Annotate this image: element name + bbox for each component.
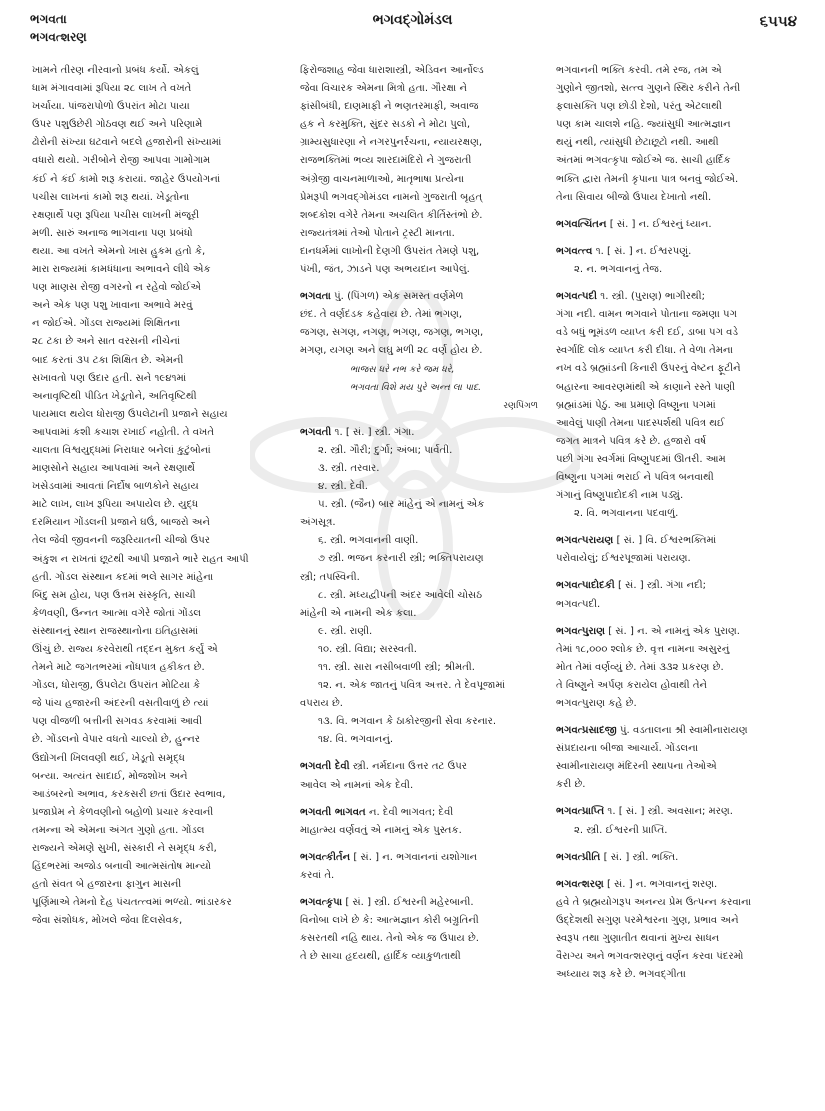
text-line: હક ને કરમુક્તિ, સુંદર સડકો ને મોટા પુલો, xyxy=(300,119,471,131)
dictionary-entry xyxy=(556,840,796,867)
entry-definition-line: સ્વર્ગાદિ લોક વ્યાપ્ત કરી દીધા. તે વેળા તેમના xyxy=(556,345,733,357)
entry-definition-line: બહારના આવરણમાંથી એ કાણાને રસ્તે પાણી xyxy=(556,381,736,393)
entry-definition-line: અધ્યાય શરૂ કરે છે. ભગવદ્ગીતા xyxy=(556,969,686,981)
entry-definition-line: માહાત્મ્ય વર્ણવતું એ નામનું એક પુસ્તક. xyxy=(300,824,462,836)
text-line: પૂર્ણિમાએ તેમનો દેહ પંચતત્ત્વમાં ભળ્યો. ભાંડારકર xyxy=(32,897,232,909)
entry-first-line xyxy=(300,758,538,776)
text-line: પ્રેમરૂપી ભગવદ્ગોમંડલ નામનો ગુજરાતી બૃહત્ xyxy=(300,191,483,203)
text-line: કંઈ ને કંઈ કામો શરૂ કરાયાં. જાહેર ઉપયોગનાં xyxy=(32,173,221,185)
sense-item: ૨. સ્ત્રી. ગૌરી; દુર્ગા; અંબા; પાર્વતી. xyxy=(318,444,453,456)
sense-item: ૪. સ્ત્રી. દેવી. xyxy=(318,481,368,493)
text-line: અંકુશ ન રાખતાં છૂટથી આપી પ્રજાને ભારે રાહત આપી xyxy=(32,553,249,565)
entry-definition-line: ગંગા નદી. વામન ભગવાને પોતાના જમણા પગ xyxy=(556,309,737,321)
entry-definition: [ સં. ] સ્ત્રી. ગંગા નદી; xyxy=(618,580,707,592)
entry-definition-line: જગત માત્રને પવિત્ર કરે છે. હજારો વર્ષ xyxy=(556,435,707,447)
text-line: પણ માણસ રોજી વગરનો ન રહેવો જોઈએ xyxy=(32,282,202,294)
text-line: સંસ્થાનનું સ્થાન રાજસ્થાનોના ઇતિહાસમાં xyxy=(32,625,199,637)
entry-first-line xyxy=(300,804,538,822)
entry-definition-line: ઉદ્દેશથી સગુણ પરમેશ્વરના ગુણ, પ્રભાવ અને xyxy=(556,914,739,926)
text-line: હતો સંવત બે હજારના ફાગુન માસની xyxy=(32,879,182,891)
entry-headword: ભગવતી દેવી xyxy=(300,761,350,773)
sense-item: ૧૨. ન. એક જાતનું પવિત્ર અત્તર. તે દેવપૂજામાં xyxy=(318,680,506,692)
entry-definition: પું. વડતાલના શ્રી સ્વામીનારાયણ xyxy=(619,725,748,737)
entry-headword: ભગવત્શરણ xyxy=(556,878,604,890)
text-line: ધામ મંગાવવામાં રૂપિયા ૨૮ લાખ તે વખતે xyxy=(32,83,192,95)
entry-headword: ભગવત્પ્રીતિ xyxy=(556,851,601,863)
text-line: ઢોરોની સંખ્યા ઘટવાને બદલે હજારોની સંખ્યામાં xyxy=(32,137,222,149)
text-line: ભગવાનની ભક્તિ કરવી. તમે રજ, તમ એ xyxy=(556,65,722,76)
entry-first-line xyxy=(556,722,796,740)
entry-definition-line: આવેલ એ નામનાં એક દેવી. xyxy=(300,779,414,791)
text-line: જેવા વિચારક એમના મિત્રો હતા. ગૌરક્ષા ને xyxy=(300,83,467,95)
text-line: રક્ષણાર્થે પણ રૂપિયા પચીસ લાખની મંજૂરી xyxy=(32,209,200,221)
entry-definition-line: ગંગાનું વિષ્ણુપાદોદકી નામ પડ્યું. xyxy=(556,490,684,502)
dictionary-entry xyxy=(300,749,538,794)
sense-continuation: અંગસૂત્ર. xyxy=(300,517,336,529)
text-line: ફલાસક્તિ પણ છોડી દેશો, પરંતુ એટલાથી xyxy=(556,101,722,113)
guide-word-first: ભગવતા xyxy=(30,12,67,26)
text-line: દરમિયાન ગોંડલની પ્રજાને ઘઉં, બાજરો અને xyxy=(32,517,211,529)
entry-first-line xyxy=(556,216,796,234)
column-1-text xyxy=(32,62,282,931)
entry-definition-line: તેમાં ૧૮,૦૦૦ શ્લોક છે. વૃત્ત નામના અસુરનું xyxy=(556,643,730,655)
entry-definition: [ સં. ] ન. ભગવાનનાં યશોગાન xyxy=(353,851,478,863)
text-line: પ્રજાપ્રેમ ને કેળવણીનો બહોળો પ્રચાર કરવાની xyxy=(32,806,214,818)
entry-first-line xyxy=(556,803,796,821)
entry-headword: ભગવત્પાદોદકી xyxy=(556,580,615,592)
quote-source: રણપિંગળ xyxy=(503,399,538,411)
text-line: અંગ્રેજી વાચનમાળાઓ, માતૃભાષા પ્રત્યેના xyxy=(300,173,464,185)
dictionary-entry xyxy=(556,523,796,568)
entry-definition-line: વડે બધું ભૂમંડળ વ્યાપ્ત કરી દઈ, ડાબા પગ વડે xyxy=(556,327,739,339)
text-line: બાદ કરતાં ૩૫ ટકા શિક્ષિત છે. એમની xyxy=(32,354,184,366)
entry-definition: ૧. સ્ત્રી. (પુરાણ) ભાગીરથી; xyxy=(600,291,706,303)
entry-bhagavata: ભગવતા પું. (પિંગળ) એક સમસ્ત વર્ણમેળ છંદ. તે વર્ણદંડક કહેવાય છે. તેમાં ભગણ, જગણ, સગણ, નગણ, ભગણ, જગણ, ભગણ, મગણ, યગણ અને લઘુ મળી ૨૮ વર્ણ હોય છે. ભાજસ ધરે નભ કરે જમ ધરે, ભગવતા વિશે મય પુરે અન્ત લા પાદ. રણપિંગળ xyxy=(300,288,538,415)
text-line: હતી. ગોંડલ સંસ્થાન કદમાં ભલે સાગર માંહેના xyxy=(32,571,214,583)
entry-first-line xyxy=(556,288,796,306)
entry-definition-line: સ્વરૂપ તથા ગુણાતીત થવાનાં મુખ્ય સાધન xyxy=(556,933,720,945)
sense-item: ૭ સ્ત્રી. ભજન કરનારી સ્ત્રી; ભક્તિપરાયણ xyxy=(318,553,484,565)
text-line: પાયમાલ થયેલ ધોરાજી ઉપલેટાની પ્રજાને સહાય xyxy=(32,408,228,420)
entry-definition-line: વિષ્ણુના પગમાં ભરાઈ ને પવિત્ર બનવાથી xyxy=(556,471,714,483)
sense-item: ૨. ન. ભગવાનનું તેજ. xyxy=(574,263,663,275)
entry-headword: ભગવતી ભાગવત xyxy=(300,806,366,818)
entry-first-line xyxy=(556,577,796,595)
entry-first-line xyxy=(556,623,796,641)
entry-definition: [ સં. ] સ્ત્રી. ઈશ્વરની મહેરબાની. xyxy=(345,897,474,909)
text-line: મળી. સારું અનાજ ભાગવાના પણ પ્રબંધો xyxy=(32,227,193,239)
dictionary-entry xyxy=(300,885,538,966)
entry-definition: [ સં. ] સ્ત્રી. ભક્તિ. xyxy=(603,851,679,863)
text-line: તેના સિવાય બીજો ઉપાય દેખાતો નથી. xyxy=(556,191,712,203)
verse-quote: ભાજસ ધરે નભ કરે જમ ધરે, xyxy=(350,363,455,375)
text-line: પંખી, જંત, ઝાડને પણ અભયદાન આપેલું. xyxy=(300,264,470,276)
sense-item: ૧૩. વિ. ભગવાન કે ઠાકોરજીની સેવા કરનાર. xyxy=(318,716,497,728)
entry-definition-line: ભગવત્પદી. xyxy=(556,598,601,610)
text-line: રાજ્યને એમણે સુખી, સંસ્કારી ને સમૃદ્ધ કરી, xyxy=(32,843,217,855)
entry-headword: ભગવત્ત્વ xyxy=(556,245,593,257)
text-line: પણ કામ ચાલશે નહિ. જ્યાંસુધી આત્મજ્ઞાન xyxy=(556,119,731,131)
sense-item: ૯. સ્ત્રી. રાણી. xyxy=(318,625,373,637)
entry-headword: ભગવત્કૃપા xyxy=(300,897,343,909)
text-line: રાજ્યતંત્રમાં તેઓ પોતાને ટ્રસ્ટી માનતા. xyxy=(300,227,455,239)
text-line: બન્યા. અત્યંત સાદાઈ, મોજશોખ અને xyxy=(32,770,188,782)
text-line: તેલ જેવી જીવનની જરૂરિયાતની ચીજો ઉપર xyxy=(32,535,210,547)
entry-definition-line: આવેલું પાણી તેમના પાદસ્પર્શથી પવિત્ર થઈ xyxy=(556,417,725,429)
text-line: ઉદ્યોગની ખિલવણી થઈ, ખેડૂતો સમૃદ્ધ xyxy=(32,752,185,764)
entry-definition-line: વિનોબા લખે છે કે: આત્મજ્ઞાન કોરી બગ્રુતિની xyxy=(300,915,479,927)
entry-headword: ભગવત્પદી xyxy=(556,291,598,303)
entry-first-line xyxy=(300,894,538,912)
entry-headword: ભગવત્કીર્તન xyxy=(300,851,351,863)
entry-definition: ૧. [ સં. ] ન. ઈશ્વરપણું. xyxy=(595,245,692,257)
text-line: મારા રાજ્યમાં કામધંધાના અભાવને લીધે એક xyxy=(32,264,211,276)
text-line: માટે લાખ, લાખ રૂપિયા અપાયેલ છે. યુદ્ધ xyxy=(32,499,199,511)
text-line: ગોંડલ, ધોરાજી, ઉપલેટા ઉપરાંત મોટિયા કે xyxy=(32,680,201,692)
entry-definition-line: કરી છે. xyxy=(556,779,586,791)
entry-definition: [ સં. ] ન. એ નામનું એક પુરાણ. xyxy=(608,625,740,637)
dictionary-title: ભગવદ્ગોમંડલ xyxy=(372,12,453,28)
text-line: અનાવૃષ્ટિથી પીડિત ખેડૂતોને, અતિવૃષ્ટિથી xyxy=(32,390,197,402)
column-1 xyxy=(32,62,282,931)
dictionary-entry xyxy=(300,795,538,840)
sense-item: ૧૧. સ્ત્રી. સારા નસીબવાળી સ્ત્રી; શ્રીમતી. xyxy=(318,662,475,673)
text-line: રાજભક્તિમાં ભવ્ય શારદામંદિરો ને ગુજરાતી xyxy=(300,155,472,167)
sense-item: ૧૦. સ્ત્રી. વિદ્યા; સરસ્વતી. xyxy=(318,643,417,655)
dictionary-entry xyxy=(556,867,796,985)
entry-headword: ભગવતી xyxy=(300,426,332,438)
entry-headword: ભગવતા xyxy=(300,291,331,303)
entry-headword: ભગવત્ચિંતન xyxy=(556,218,607,230)
text-line: પચીસ લાખનાં કામો શરૂ થયાં. ખેડૂતોના xyxy=(32,191,190,203)
text-line: જેવા સંશોધક, મોખલે જેવા દિલસેવક, xyxy=(32,915,183,927)
text-line: થયા. આ વખતે એમનો ખાસ હુકમ હતો કે, xyxy=(32,245,206,257)
text-line: તમન્ના એ એમના અંગત ગુણો હતા. ગોંડલ xyxy=(32,824,205,836)
entry-definition: સ્ત્રી. નર્મદાના ઉત્તર તટ ઉપર xyxy=(352,761,468,773)
sense-item: ૮. સ્ત્રી. મધ્યદ્વીપની અંદર આવેલી ચોસઠ xyxy=(318,589,483,601)
dictionary-entry xyxy=(556,234,796,279)
page-number: ૬૫૫૪ xyxy=(759,12,797,30)
entry-definition-line: સંપ્રદાયના બીજા આચાર્ય. ગોંડલના xyxy=(556,743,699,755)
sense-continuation: સ્ત્રી; તપસ્વિની. xyxy=(300,571,360,583)
text-line: પણ વીજળી બત્તીની સગવડ કરવામાં આવી xyxy=(32,716,203,728)
text-line: ગ્રામ્યસુધારણા ને નગરપુનર્રચના, ન્યાયરક્ષણ, xyxy=(300,137,483,149)
entry-headword: ભગવત્પરાયણ xyxy=(556,535,614,547)
text-line: ચાલતા વિશ્વયુદ્ધમાં નિરાધાર બનેલાં કુટુંબોનાં xyxy=(32,444,211,456)
sense-item: ૫. સ્ત્રી. (જૈન) બાર માંહેનું એ નામનું એક xyxy=(318,499,485,511)
text-line: શબ્દકોશ વગેરે તેમના અચલિત કીર્તિસ્તંભો છે. xyxy=(300,209,483,221)
column-3-continuation-text xyxy=(556,62,796,207)
entry-headword: ભગવત્પુરાણ xyxy=(556,625,605,637)
sense-item: ૩. સ્ત્રી. તરવાર. xyxy=(318,462,380,474)
text-line: તેમને માટે જગતભરમાં નોંધપાત્ર હકીકત છે. xyxy=(32,662,205,674)
entry-definition-line: ભગવત્પુરાણ કહે છે. xyxy=(556,698,637,709)
entry-first-line xyxy=(556,243,796,261)
entry-definition-line: મોત તેમાં વર્ણવ્યું છે. તેમાં ૩૩૨ પ્રકરણ છે. xyxy=(556,661,724,673)
text-line: અને એક પણ પશુ ખાવાના અભાવે મરવું xyxy=(32,300,193,312)
text-line: છે. ગોંડલનો વેપાર વધતો ચાલ્યો છે, હુન્નર xyxy=(32,734,201,746)
entry-headword: ભગવત્પ્રસાદજી xyxy=(556,725,617,737)
entry-headword: ભગવત્પ્રાપ્તિ xyxy=(556,806,605,818)
entry-first-line xyxy=(556,532,796,550)
entry-definition: [ સં. ] વિ. ઈશ્વરભક્તિમાં xyxy=(616,535,717,547)
text-line: ઉપર પશુઉછેરી ગોઠવણ થઈ અને પરિણામે xyxy=(32,119,203,131)
text-line: વધારો થયો. ગરીબોને રોજી આપવા ગામોગામ xyxy=(32,155,211,167)
sense-item: ૧૪. વિ. ભગવાનનું. xyxy=(318,734,394,746)
dictionary-entry xyxy=(556,794,796,839)
text-line: બિંદુ સમ હોય, પણ ઉત્તમ સંસ્કૃતિ, સાચી xyxy=(32,589,196,601)
dictionary-entry xyxy=(556,207,796,234)
entry-bhagavati: ભગવતી ૧. [ સં. ] સ્ત્રી. ગંગા. ૨. સ્ત્રી. ગૌરી; દુર્ગા; અંબા; પાર્વતી. ૩. સ્ત્રી. તરવાર. ૪. સ્ત્રી. દેવી. ૫. સ્ત્રી. (જૈન) બાર માંહેનું એ નામનું એક અંગસૂત્ર. ૬. સ્ત્રી. ભગવાનની વાણી. ૭ સ્ત્રી. ભજન કરનારી સ્ત્રી; ભક્તિપરાયણ સ્ત્રી; તપસ્વિની. ૮. સ્ત્રી. મધ્યદ્વીપની અંદર આવેલી ચોસઠ માંહેની એ નામની એક કલા. ૯. સ્ત્રી. રાણી. ૧૦. સ્ત્રી. વિદ્યા; સરસ્વતી. ૧૧. સ્ત્રી. સારા નસીબવાળી સ્ત્રી; શ્રીમતી. ૧૨. ન. એક જાતનું પવિત્ર અત્તર. તે દેવપૂજામાં વપરાય છે. ૧૩. વિ. ભગવાન કે ઠાકોરજીની સેવા કરનાર. ૧૪. વિ. ભગવાનનું. xyxy=(300,424,538,750)
text-line: અંતમાં ભગવત્કૃપા જોઈએ જ. સાચી હાર્દિક xyxy=(556,155,731,167)
text-line: ભક્તિ દ્વારા તેમની કૃપાના પાત્ર બનવું જોઈએ. xyxy=(556,173,739,185)
dictionary-entry xyxy=(556,713,796,794)
text-line: જે પાંચ હજારની અંદરની વસતીવાળું છે ત્યાં xyxy=(32,698,209,710)
text-line: ખામને તીરણ નીરવાનો પ્રબંધ કર્યો. એકલું xyxy=(32,65,199,76)
text-line: માણસોને સહાય આપવામાં અને રક્ષણાર્થે xyxy=(32,463,196,475)
entry-definition: [ સં. ] ન. ભગવાનનું શરણ. xyxy=(606,878,718,890)
dictionary-entry xyxy=(556,568,796,613)
column-3-entries xyxy=(556,207,796,985)
entry-definition-line: પછી ગંગા સ્વર્ગમાં વિષ્ણુપદમાં ઊતરી. આમ xyxy=(556,453,726,465)
entry-definition-line: નખ વડે બ્રહ્માંડની કિનારી ઉપરનું વેષ્ટન ફૂટીને xyxy=(556,363,741,375)
text-line: થયું નથી, ત્યાંસુધી છેટાછૂટો નથી. આથી xyxy=(556,137,719,149)
entry-definition-line: તે છે સાચા હૃદયથી, હાર્દિક વ્યાકુળતાથી xyxy=(300,951,461,963)
sense-continuation: માંહેની એ નામની એક કલા. xyxy=(300,607,417,619)
sense-continuation: વપરાય છે. xyxy=(300,698,344,710)
text-line: ૨૮ ટકા છે અને સાત વરસની નીચેનાં xyxy=(32,336,181,348)
text-line: દાનધર્મમાં લાખોની દેણગી ઉપરાંત તેમણે પશુ, xyxy=(300,245,480,257)
sense-item: ૬. સ્ત્રી. ભગવાનની વાણી. xyxy=(318,535,419,547)
text-line: ફાંસીબંધી, દાણમાફી ને ભણતરમાફી, અવાજ xyxy=(300,101,479,113)
entry-definition-line: તે વિષ્ણુને અર્પણ કરાયેલ હોવાથી તેને xyxy=(556,679,708,691)
column-2-continuation-text xyxy=(300,62,538,279)
sense-item: ૨. વિ. ભગવાનના પદવાળું. xyxy=(574,508,679,520)
text-line: ખસેડવામાં આવતાં નિર્દોષ બાળકોને સહાય xyxy=(32,481,199,493)
guide-word-last: ભગવત્શરણ xyxy=(30,30,87,44)
text-line: ઊંચું છે. રાજ્ય કરવેરાથી તદ્દન મુક્ત કર્યું એ xyxy=(32,644,218,655)
column-2-entries xyxy=(300,749,538,966)
entry-definition: ન. દેવી ભાગવત; દેવી xyxy=(368,806,454,818)
text-line: આપવામાં કશી કચાશ રખાઈ નહોતી. તે વખતે xyxy=(32,426,215,438)
entry-first-line xyxy=(300,849,538,867)
entry-definition-line: બ્રહ્માંડમાં પેઠું. આ પ્રમાણે વિષ્ણુના પગમાં xyxy=(556,399,716,411)
sense-item: ૨. સ્ત્રી. ઈશ્વરની પ્રાપ્તિ. xyxy=(574,824,668,836)
text-line: ગુણોને જીતશો, સત્ત્વ ગુણને સ્થિર કરીને તેની xyxy=(556,83,741,95)
text-line: ફિરોજશાહ જેવા ધારાશાસ્ત્રી, એડિવન આર્નોલ્ડ xyxy=(300,65,484,76)
entry-first-line xyxy=(556,876,796,894)
text-line: સખાવતો પણ ઉદાર હતી. સને ૧૯૪૧માં xyxy=(32,372,187,384)
dictionary-entry xyxy=(556,614,796,713)
sense-list xyxy=(300,442,538,750)
entry-definition-line: કસરતથી નહિ થાય. તેનો એક જ ઉપાય છે. xyxy=(300,933,479,945)
entry-definition-line: પરોવાયેલું; ઈશ્વરપૂજામાં પરાયણ. xyxy=(556,553,691,565)
dictionary-entry xyxy=(300,840,538,885)
column-2 xyxy=(300,62,538,966)
verse-quote: ભગવતા વિશે મય પુરે અન્ત લા પાદ. xyxy=(350,381,482,393)
entry-definition-line: વૈરાગ્ય અને ભગવત્શરણનું વર્ણન કરવા પંદરમો xyxy=(556,951,744,963)
text-line: આડંબરનો અભાવ, કરકસરી છતાં ઉદાર સ્વભાવ, xyxy=(32,788,226,800)
text-line: કેળવણી, ઉન્નત આત્મા વગેરે જોતાં ગોંડલ xyxy=(32,607,201,619)
text-line: ખર્ચાયા. પાંજરાપોળો ઉપરાંત મોટા પાયા xyxy=(32,101,190,113)
dictionary-entry xyxy=(556,279,796,523)
entry-definition-line: હવે તે બ્રહ્મયોગરૂપ અનન્ય પ્રેમ ઉત્પન્ન કરવાના xyxy=(556,896,752,908)
column-3 xyxy=(556,62,796,984)
entry-first-line xyxy=(556,849,796,867)
entry-definition-line: સ્વામીનારાયણ મંદિરની સ્થાપના તેઓએ xyxy=(556,761,717,773)
entry-definition: ૧. [ સં. ] સ્ત્રી. અવસાન; મરણ. xyxy=(607,806,733,818)
text-line: હિંદભરમાં અજોડ બનાવી આત્મસંતોષ માન્યો xyxy=(32,861,212,873)
text-line: ન જોઈએ. ગોંડલ રાજ્યમાં શિક્ષિતના xyxy=(32,318,181,330)
entry-definition-line: કરવાં તે. xyxy=(300,869,335,881)
entry-definition: [ સં. ] ન. ઈશ્વરનું ધ્યાન. xyxy=(609,218,712,230)
